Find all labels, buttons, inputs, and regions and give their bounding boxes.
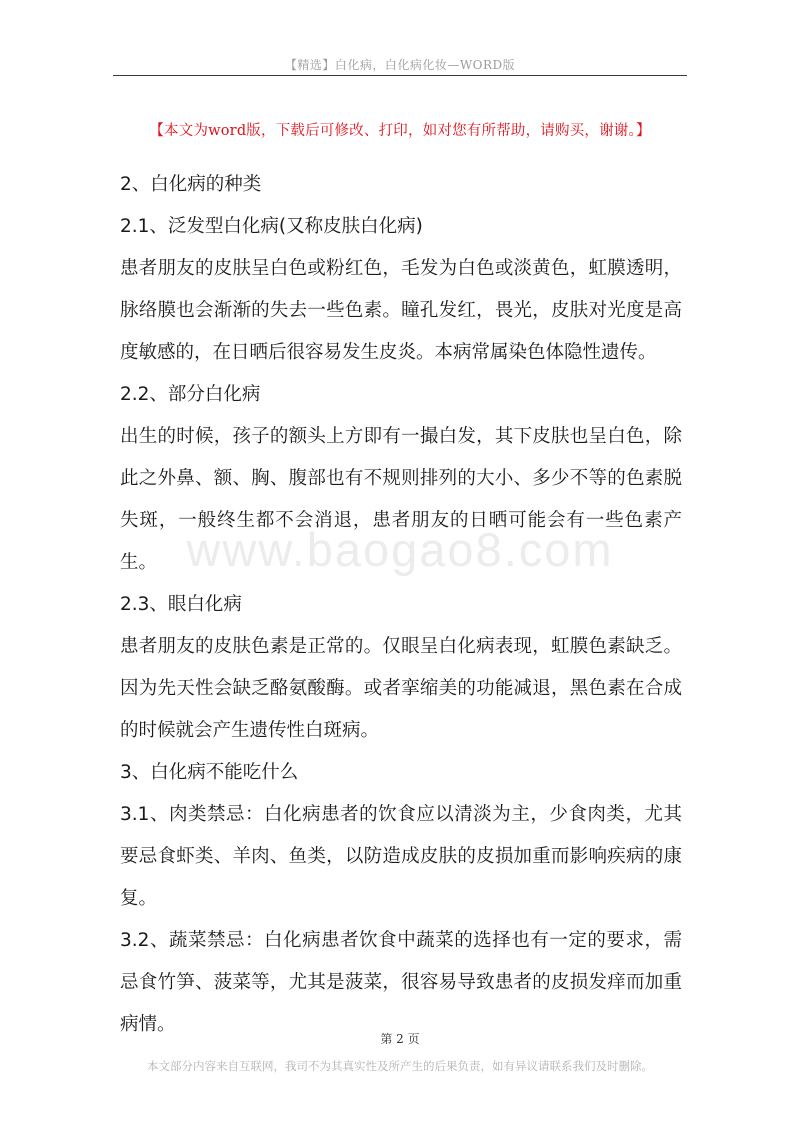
section-2-1-heading: 2.1、泛发型白化病(又称皮肤白化病)	[120, 216, 423, 237]
section-2-1-paragraph: 患者朋友的皮肤呈白色或粉红色，毛发为白色或淡黄色，虹膜透明，脉络膜也会渐渐的失去一些色素。瞳孔发红，畏光，皮肤对光度是高度敏感的，在日晒后很容易发生皮炎。本病常属染色体隐性遗传。	[120, 258, 682, 363]
header-divider	[113, 75, 687, 76]
page-header-title: 【精选】白化病，白化病化妆—WORD版	[284, 58, 516, 72]
page-number: 第 2 页	[380, 1032, 420, 1046]
section-3-1-paragraph: 3.1、肉类禁忌：白化病患者的饮食应以清淡为主，少食肉类，尤其要忌食虾类、羊肉、鱼类，以防造成皮肤的皮损加重而影响疾病的康复。	[120, 804, 682, 909]
section-2-3-paragraph: 患者朋友的皮肤色素是正常的。仅眼呈白化病表现，虹膜色素缺乏。因为先天性会缺乏酪氨酸酶。或者挛缩美的功能减退，黑色素在合成的时候就会产生遗传性白斑病。	[120, 636, 682, 741]
download-notice: 【本文为word版，下载后可修改、打印，如对您有所帮助，请购买，谢谢。】	[149, 123, 651, 139]
footer-disclaimer: 本文部分内容来自互联网，我司不为其真实性及所产生的后果负责，如有异议请联系我们及时删除。	[147, 1059, 653, 1073]
document-body	[120, 164, 682, 1046]
watermark: www.baogao8.com	[186, 523, 614, 576]
section-2-2-paragraph: 出生的时候，孩子的额头上方即有一撮白发，其下皮肤也呈白色，除此之外鼻、额、胸、腹部也有不规则排列的大小、多少不等的色素脱失斑，一般终生都不会消退，患者朋友的日晒可能会有一些色素产生。	[120, 426, 682, 573]
section-2-heading: 2、白化病的种类	[120, 174, 262, 195]
section-2-3-heading: 2.3、眼白化病	[120, 594, 242, 615]
section-2-2-heading: 2.2、部分白化病	[120, 384, 261, 405]
section-3-2-paragraph: 3.2、蔬菜禁忌：白化病患者饮食中蔬菜的选择也有一定的要求，需忌食竹笋、菠菜等，尤其是菠菜，很容易导致患者的皮损发痒而加重病情。	[120, 930, 682, 1035]
section-3-heading: 3、白化病不能吃什么	[120, 762, 299, 783]
